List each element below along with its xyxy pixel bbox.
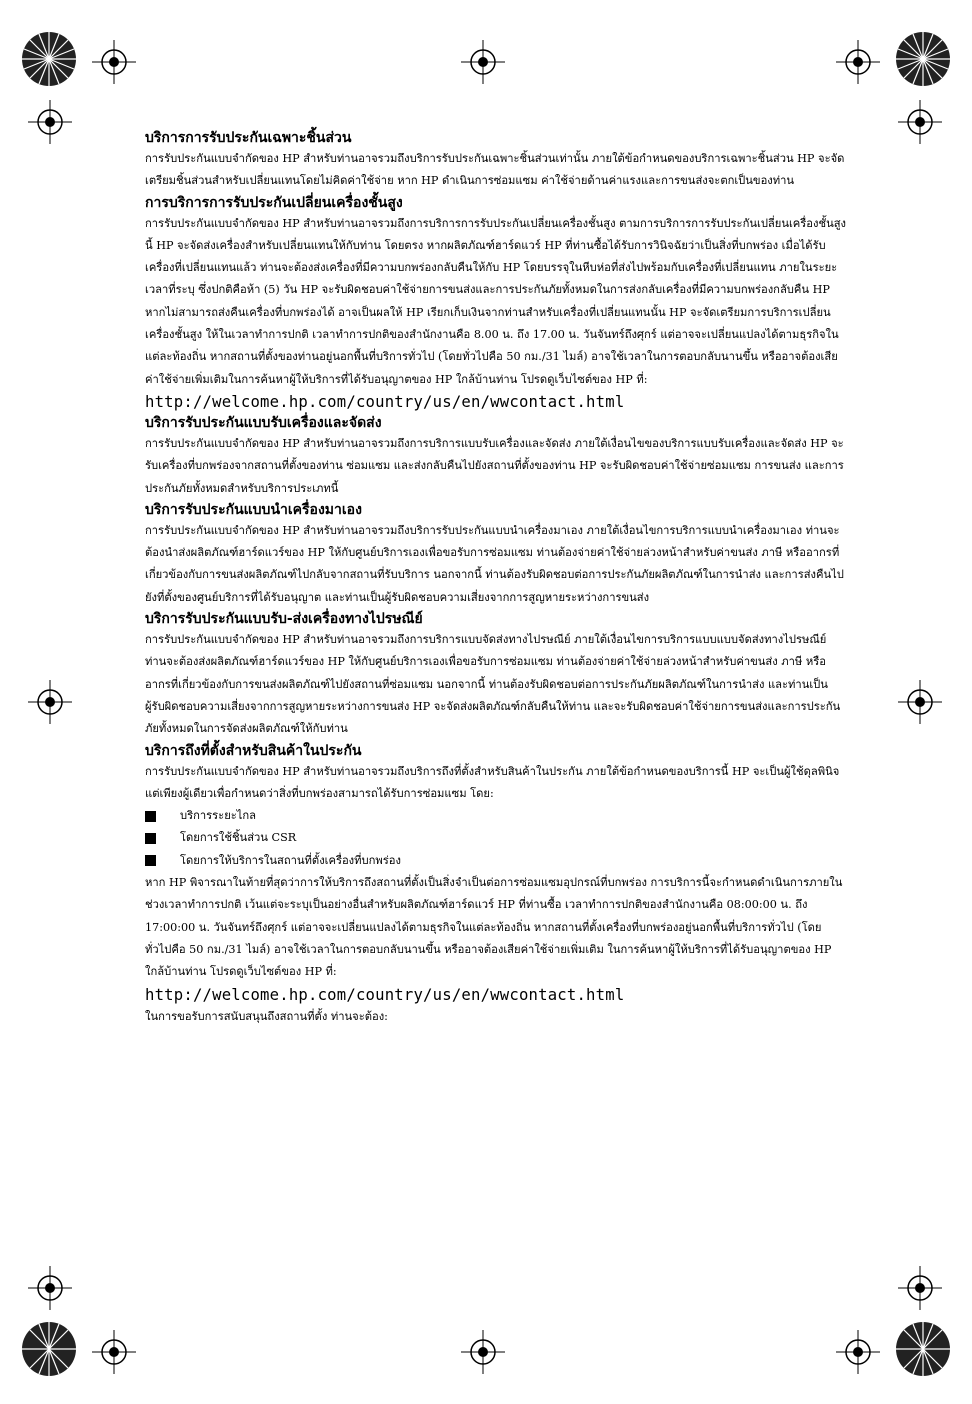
- section-title-pickup-return: บริการรับประกันแบบรับเครื่องและจัดส่ง: [145, 414, 382, 431]
- crosshair-mark-bottom-right: [836, 1330, 880, 1374]
- section-body-parts-only: การรับประกันแบบจำกัดของ HP สำหรับท่านอาจรวมถึงบริการรับประกันเฉพาะชิ้นส่วนเท่านั้น ภายใต้ข้อกำหนดของบริการเฉพาะชิ้นส่วน HP จะจัดเตรียมชิ้นส่วนสำหรับเปลี่ยนแทนโดยไม่คิดค่าใช้จ่าย หาก HP ดำเนินการซ่อมแซม ค่าใช้จ่ายด้านค่าแรงและการขนส่งจะตกเป็นของท่าน: [145, 152, 845, 188]
- crosshair-mark-right-lower: [898, 1266, 942, 1310]
- section-title-mail-in: บริการรับประกันแบบรับ-ส่งเครื่องทางไปรษณีย์: [145, 611, 423, 628]
- crosshair-mark-right-upper: [898, 100, 942, 144]
- crosshair-mark-left-middle: [28, 680, 72, 724]
- section-body-onsite-details: หาก HP พิจารณาในท้ายที่สุดว่าการให้บริการถึงสถานที่ตั้งเป็นสิ่งจำเป็นต่อการซ่อมแซมอุปกรณ์ที่บกพร่อง การบริการนี้จะกำหนดดำเนินการภายในช่วงเวลาทำการปกติ เว้นแต่จะระบุเป็นอย่างอื่นสำหรับผลิตภัณฑ์ฮาร์ดแวร์ HP ที่ท่านซื้อ เวลาทำการปกติของสำนักงานคือ 08:00:00 น. ถึง 17:00:00 น. วันจันทร์ถึงศุกร์ แต่อาจจะเปลี่ยนแปลงได้ตามธุรกิจในแต่ละท้องถิ่น หากสถานที่ตั้งเครื่องที่บกพร่องอยู่นอกพื้นที่บริการทั่วไป (โดยทั่วไปคือ 50 กม./31 ไมล์) อาจใช้เวลาในการตอบกลับนานขึ้น หรืออาจต้องเสียค่าใช้จ่ายเพิ่มเติม ในการค้นหาผู้ให้บริการที่ได้รับอนุญาตของ HP ใกล้บ้านท่าน โปรดดูเว็บไซต์ของ HP ที่:: [145, 876, 843, 979]
- section-body-mail-in: การรับประกันแบบจำกัดของ HP สำหรับท่านอาจรวมถึงการบริการแบบจัดส่งทางไปรษณีย์ ภายใต้เงื่อนไขการบริการแบบแบบจัดส่งทางไปรษณีย์ ท่านจะต้องส่งผลิตภัณฑ์ฮาร์ดแวร์ของ HP ให้กับศูนย์บริการเองเพื่อขอรับการซ่อมแซม ท่านต้องจ่ายค่าใช้จ่ายล่วงหน้าสำหรับค่าขนส่ง ภาษี หรืออากรที่เกี่ยวข้องกับการขนส่งผลิตภัณฑ์ไปยังสถานที่ซ่อมแซม นอกจากนี้ ท่านต้องรับผิดชอบต่อการประกันภัยผลิตภัณฑ์ในการนำส่ง และท่านเป็นผู้รับผิดชอบความเสี่ยงจากการสูญหายระหว่างการขนส่ง HP จะจัดส่งผลิตภัณฑ์กลับคืนให้ท่าน และจะรับผิดชอบค่าใช้จ่ายการขนส่งและการประกันภัยทั้งหมดในการจัดส่งผลิตภัณฑ์ให้กับท่าน: [145, 633, 841, 736]
- registration-mark-top-right-star: [894, 30, 952, 88]
- crosshair-mark-top-left: [92, 40, 136, 84]
- crosshair-mark-top-right: [836, 40, 880, 84]
- square-bullet-icon: [145, 811, 156, 822]
- square-bullet-icon: [145, 833, 156, 844]
- crosshair-mark-bottom-center: [461, 1330, 505, 1374]
- section-body-advanced-exchange: การรับประกันแบบจำกัดของ HP สำหรับท่านอาจรวมถึงการบริการการรับประกันเปลี่ยนเครื่องชั้นสูง ตามการบริการการรับประกันเปลี่ยนเครื่องชั้นสูงนี้ HP จะจัดส่งเครื่องสำหรับเปลี่ยนแทนให้กับท่าน โดยตรง หากผลิตภัณฑ์ฮาร์ดแวร์ HP ที่ท่านซื้อได้รับการวินิจฉัยว่าเป็นสิ่งที่บกพร่อง เมื่อได้รับเครื่องที่เปลี่ยนแทนแล้ว ท่านจะต้องส่งเครื่องที่มีความบกพร่องกลับคืนให้กับ HP โดยบรรจุในหีบห่อที่ส่งไปพร้อมกับเครื่องที่เปลี่ยนแทน ภายในระยะเวลาที่ระบุ ซึ่งปกติคือห้า (5) วัน HP จะรับผิดชอบค่าใช้จ่ายการขนส่งและการประกันภัยทั้งหมดในการส่งกลับเครื่องที่มีความบกพร่องกลับคืน HP หากไม่สามารถส่งคืนเครื่องที่บกพร่องได้ อาจเป็นผลให้ HP เรียกเก็บเงินจากท่านสำหรับเครื่องที่เปลี่ยนแทนนั้น HP จะจัดเตรียมการบริการเปลี่ยนเครื่องชั้นสูง ให้ในเวลาทำการปกติ เวลาทำการปกติของสำนักงานคือ 8.00 น. ถึง 17.00 น. วันจันทร์ถึงศุกร์ แต่อาจจะเปลี่ยนแปลงได้ตามธุรกิจในแต่ละท้องถิ่น หากสถานที่ตั้งของท่านอยู่นอกพื้นที่บริการทั่วไป (โดยทั่วไปคือ 50 กม./31 ไมล์) อาจใช้เวลาในการตอบกลับนานขึ้น หรืออาจต้องเสียค่าใช้จ่ายเพิ่มเติมในการค้นหาผู้ให้บริการที่ได้รับอนุญาตของ HP ใกล้บ้านท่าน โปรดดูเว็บไซต์ของ HP ที่:: [145, 216, 847, 386]
- crosshair-mark-right-middle: [898, 680, 942, 724]
- list-item: บริการระยะไกล: [145, 805, 847, 827]
- document-body: [145, 128, 847, 1028]
- section-title-onsite: บริการถึงที่ตั้งสำหรับสินค้าในประกัน: [145, 742, 362, 759]
- section-body-carry-in: การรับประกันแบบจำกัดของ HP สำหรับท่านอาจรวมถึงบริการรับประกันแบบนำเครื่องมาเอง ภายใต้เงื่อนไขการบริการแบบนำเครื่องมาเอง ท่านจะต้องนำส่งผลิตภัณฑ์ฮาร์ดแวร์ของ HP ให้กับศูนย์บริการเองเพื่อขอรับการซ่อมแซม ท่านต้องจ่ายค่าใช้จ่ายล่วงหน้าสำหรับค่าขนส่ง ภาษี หรืออากรที่เกี่ยวข้องกับการขนส่งผลิตภัณฑ์ไปกลับจากสถานที่รับบริการ นอกจากนี้ ท่านต้องรับผิดชอบต่อการประกันภัยผลิตภัณฑ์ในการนำส่ง และการส่งคืนไปยังที่ตั้งของศูนย์บริการที่ได้รับอนุญาต และท่านเป็นผู้รับผิดชอบความเสี่ยงจากการสูญหายระหว่างการขนส่ง: [145, 523, 844, 604]
- crosshair-mark-left-upper: [28, 100, 72, 144]
- registration-mark-bottom-left-star: [20, 1320, 78, 1378]
- section-title-parts-only: บริการการรับประกันเฉพาะชิ้นส่วน: [145, 130, 352, 146]
- hp-contact-url-link-2[interactable]: http://welcome.hp.com/country/us/en/wwcontact.html: [145, 985, 625, 1004]
- section-title-advanced-exchange: การบริการการรับประกันเปลี่ยนเครื่องชั้นสูง: [145, 194, 403, 211]
- crosshair-mark-top-center: [461, 40, 505, 84]
- section-title-carry-in: บริการรับประกันแบบนำเครื่องมาเอง: [145, 501, 362, 518]
- section-body-onsite: การรับประกันแบบจำกัดของ HP สำหรับท่านอาจรวมถึงบริการถึงที่ตั้งสำหรับสินค้าในประกัน ภายใต้ข้อกำหนดของบริการนี้ HP จะเป็นผู้ใช้ดุลพินิจแต่เพียงผู้เดียวเพื่อกำหนดว่าสิ่งที่บกพร่องสามารถได้รับการซ่อมแซม โดย:: [145, 764, 840, 800]
- list-item: โดยการให้บริการในสถานที่ตั้งเครื่องที่บกพร่อง: [145, 850, 847, 872]
- crosshair-mark-left-lower: [28, 1266, 72, 1310]
- hp-contact-url-link[interactable]: http://welcome.hp.com/country/us/en/wwcontact.html: [145, 392, 625, 411]
- section-body-pickup-return: การรับประกันแบบจำกัดของ HP สำหรับท่านอาจรวมถึงการบริการแบบรับเครื่องและจัดส่ง ภายใต้เงื่อนไขของบริการแบบรับเครื่องและจัดส่ง HP จะรับเครื่องที่บกพร่องจากสถานที่ตั้งของท่าน ซ่อมแซม และส่งกลับคืนไปยังสถานที่ตั้งของท่าน HP จะรับผิดชอบค่าใช้จ่ายซ่อมแซม การขนส่ง และการประกันภัยทั้งหมดสำหรับบริการประเภทนี้: [145, 436, 844, 495]
- registration-mark-bottom-right-star: [894, 1320, 952, 1378]
- crosshair-mark-bottom-left: [92, 1330, 136, 1374]
- square-bullet-icon: [145, 855, 156, 866]
- onsite-options-list: [145, 805, 847, 872]
- registration-mark-top-left-star: [20, 30, 78, 88]
- list-item: โดยการใช้ชิ้นส่วน CSR: [145, 827, 847, 849]
- section-body-onsite-requirements: ในการขอรับการสนับสนุนถึงสถานที่ตั้ง ท่านจะต้อง:: [145, 1009, 388, 1023]
